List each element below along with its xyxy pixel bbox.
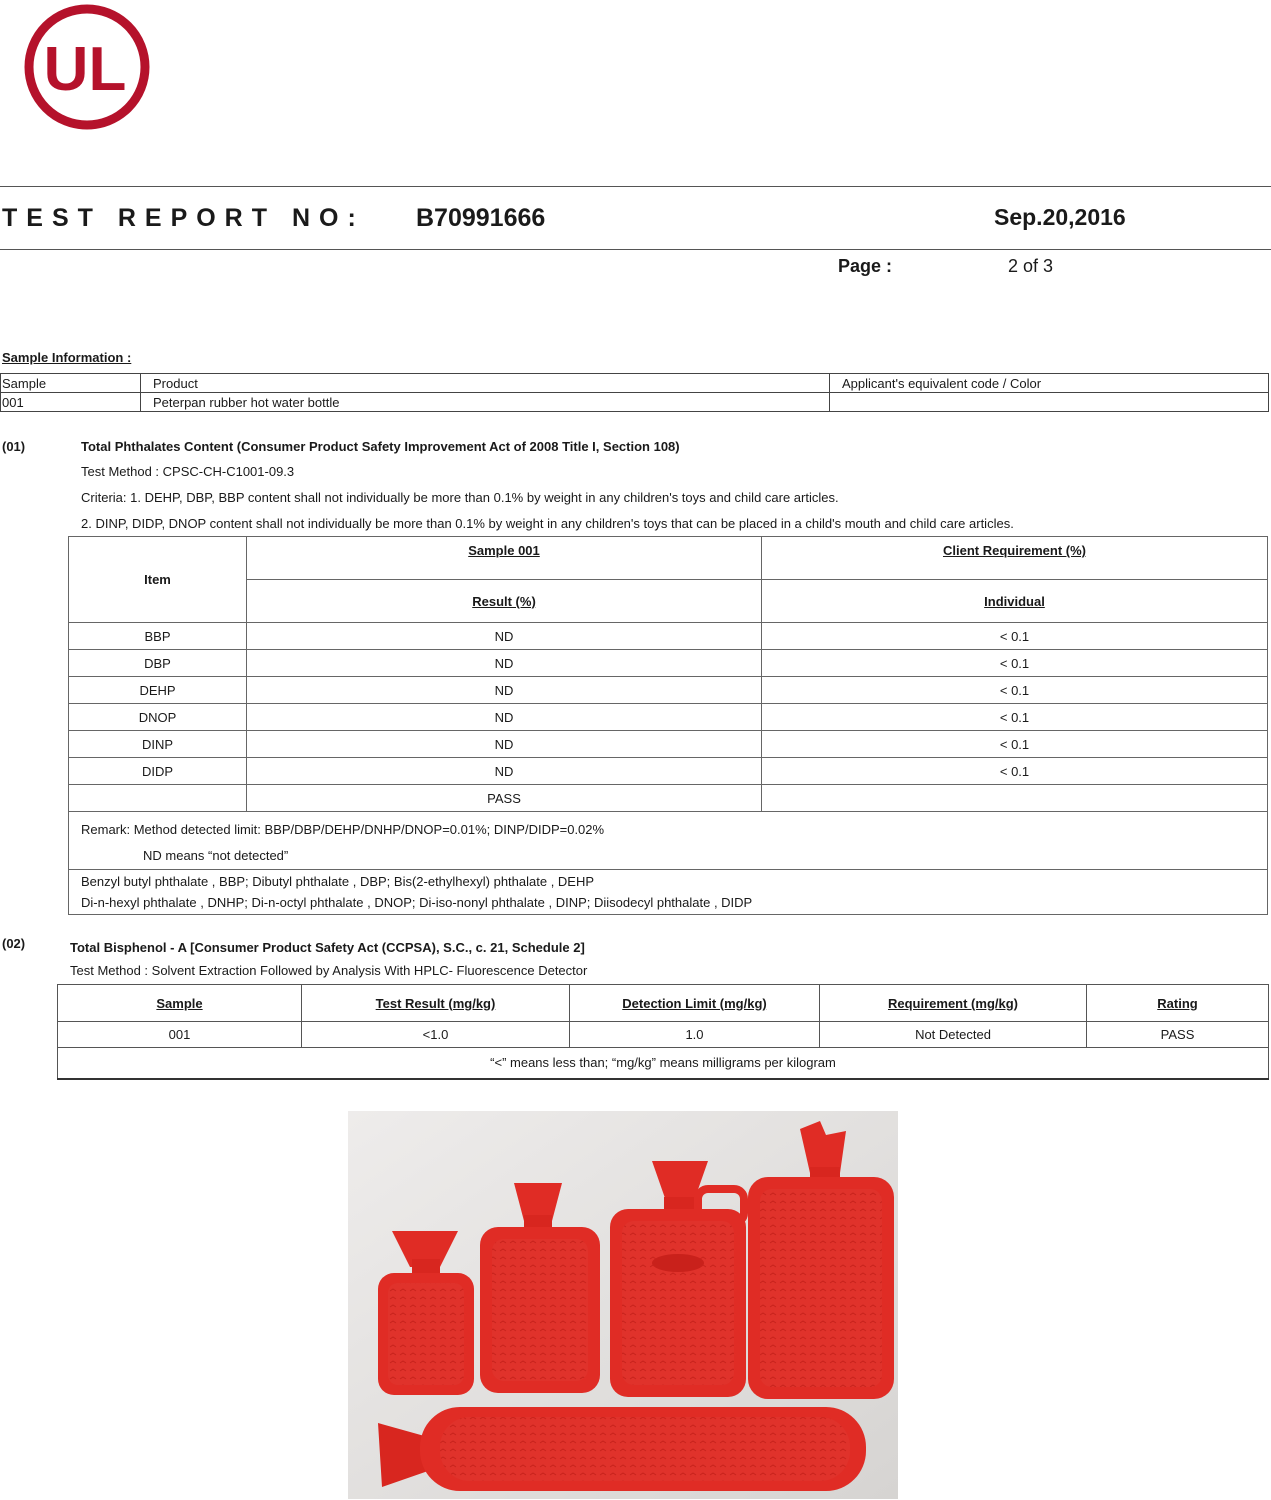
phthalates-header-row-2 [69,580,1268,623]
page-value: 2 of 3 [1008,256,1054,276]
phthalate-result: ND [247,731,762,758]
phthalate-result: ND [247,704,762,731]
phthalate-result: ND [247,623,762,650]
sample-info-header-sample: Sample [1,374,141,393]
bottle-long [378,1407,866,1491]
phthalate-requirement: < 0.1 [762,758,1268,785]
abbr-line-1: Benzyl butyl phthalate , BBP; Dibutyl phthalate , DBP; Bis(2-ethylhexyl) phthalate , DEHP [81,874,595,889]
report-number: B70991666 [416,204,546,232]
bisphenol-requirement: Not Detected [820,1022,1087,1048]
bisphenol-sample: 001 [58,1022,302,1048]
section-01-title: Total Phthalates Content (Consumer Product Safety Improvement Act of 2008 Title I, Section 108) [81,439,680,454]
phthalates-col-client: Client Requirement (%) [762,537,1268,580]
phthalate-requirement: < 0.1 [762,650,1268,677]
phthalate-requirement: < 0.1 [762,731,1268,758]
phthalates-col-result: Result (%) [247,580,762,623]
section-01-criteria-1: Criteria: 1. DEHP, DBP, BBP content shall not individually be more than 0.1% by weight in any children's toys and child care articles. [81,490,839,505]
bisphenol-col-rating: Rating [1087,985,1269,1022]
phthalates-header-row-1 [69,537,1268,580]
phthalates-remark [69,812,1268,870]
bisphenol-header-row [58,985,1269,1022]
phthalate-item: BBP [69,623,247,650]
report-label: TEST REPORT NO: [2,204,365,232]
phthalates-table [68,536,1268,915]
phthalate-requirement: < 0.1 [762,704,1268,731]
phthalates-pass: PASS [247,785,762,812]
sample-info-header-product: Product [141,374,830,393]
phthalates-remark-row [69,812,1268,870]
bisphenol-col-result: Test Result (mg/kg) [302,985,570,1022]
sample-info-table [0,373,1269,412]
table-row [69,677,1268,704]
header-top-rule [0,186,1271,187]
phthalate-requirement: < 0.1 [762,677,1268,704]
page-label: Page : [838,256,893,276]
phthalate-requirement: < 0.1 [762,623,1268,650]
sample-info-header-row [1,374,1269,393]
phthalates-abbr-row [69,870,1268,915]
hot-water-bottles-photo [348,1111,898,1499]
empty-cell [762,785,1268,812]
table-row [58,1022,1269,1048]
remark-line-1: Remark: Method detected limit: BBP/DBP/DEHP/DNHP/DNOP=0.01%; DINP/DIDP=0.02% [81,822,605,837]
ul-logo [22,4,152,134]
phthalate-result: ND [247,650,762,677]
bisphenol-note-row [58,1048,1269,1079]
sample-info-title: Sample Information : [2,350,132,365]
report-date: Sep.20,2016 [994,204,1126,230]
phthalates-col-item: Item [69,537,247,623]
sample-info-row [1,393,1269,412]
bisphenol-limit: 1.0 [570,1022,820,1048]
table-row [69,623,1268,650]
phthalate-item: DNOP [69,704,247,731]
phthalates-pass-row [69,785,1268,812]
remark-line-2: ND means “not detected” [143,848,289,863]
section-02-title: Total Bisphenol - A [Consumer Product Safety Act (CCPSA), S.C., c. 21, Schedule 2] [70,940,585,955]
phthalate-item: DIDP [69,758,247,785]
sample-info-code [830,393,1269,412]
bisphenol-table [57,984,1269,1080]
phthalate-result: ND [247,677,762,704]
phthalate-item: DBP [69,650,247,677]
phthalate-result: ND [247,758,762,785]
phthalate-item: DEHP [69,677,247,704]
empty-cell [69,785,247,812]
bisphenol-result: <1.0 [302,1022,570,1048]
ul-logo-text: UL [43,35,127,104]
sample-info-header-code: Applicant's equivalent code / Color [830,374,1269,393]
table-row [69,758,1268,785]
phthalates-abbreviations [69,870,1268,915]
section-02-number: (02) [2,936,26,951]
abbr-line-2: Di-n-hexyl phthalate , DNHP; Di-n-octyl phthalate , DNOP; Di-iso-nonyl phthalate , DINP; Diisodecyl phthalate , DIDP [81,895,753,910]
bisphenol-note: “<” means less than; “mg/kg” means milligrams per kilogram [58,1048,1269,1079]
table-row [69,731,1268,758]
section-01-number: (01) [2,439,26,454]
bisphenol-col-sample: Sample [58,985,302,1022]
phthalates-col-individual: Individual [762,580,1268,623]
section-02-method: Test Method : Solvent Extraction Followed by Analysis With HPLC- Fluorescence Detector [70,963,588,978]
table-row [69,704,1268,731]
phthalates-col-sample: Sample 001 [247,537,762,580]
bisphenol-rating: PASS [1087,1022,1269,1048]
sample-info-sample: 001 [1,393,141,412]
header-bottom-rule [0,249,1271,250]
table-row [69,650,1268,677]
section-01-criteria-2: 2. DINP, DIDP, DNOP content shall not individually be more than 0.1% by weight in any children's toys that can be placed in a child's mouth and child care articles. [81,516,1014,531]
section-01-method: Test Method : CPSC-CH-C1001-09.3 [81,464,295,479]
bisphenol-col-requirement: Requirement (mg/kg) [820,985,1087,1022]
bisphenol-col-limit: Detection Limit (mg/kg) [570,985,820,1022]
phthalate-item: DINP [69,731,247,758]
sample-info-product: Peterpan rubber hot water bottle [141,393,830,412]
